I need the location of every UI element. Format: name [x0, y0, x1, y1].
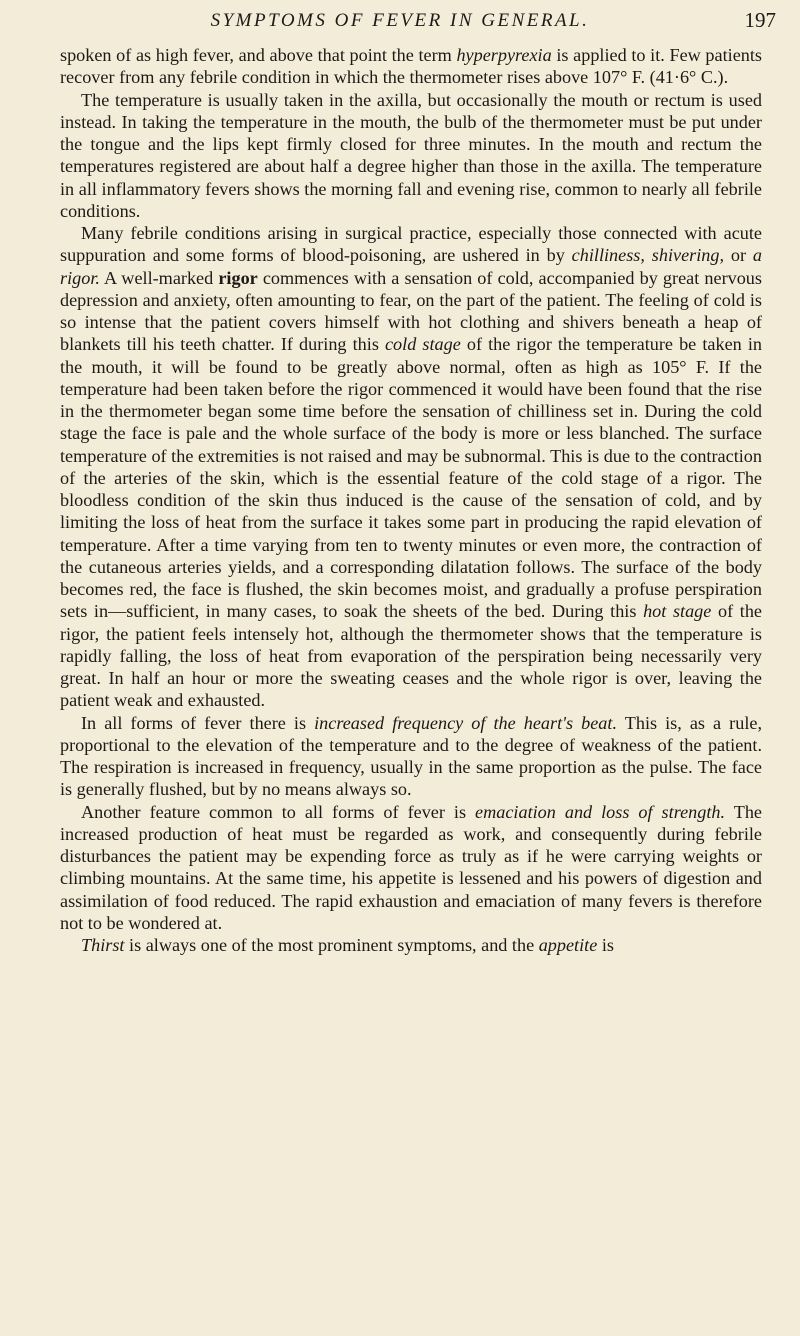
- paragraph-heart-beat: In all forms of fever there is increased frequency of the heart's beat. This is, as a rule, proportional to the elevation of the temperature and to the degree of weakness of the patient. The respiration is increased in frequency, usually in the same proportion as the pulse. The face is generally flushed, but by no means always so.: [60, 712, 762, 800]
- running-title: SYMPTOMS OF FEVER IN GENERAL.: [210, 10, 590, 31]
- page-header: [0, 8, 800, 38]
- paragraph-hyperpyrexia: spoken of as high fever, and above that point the term hyperpyrexia is applied to it. Few patients recover from any febrile condition in which the thermometer rises above 107° F. (41·6° C.).: [60, 45, 762, 88]
- paragraph-thirst: Thirst is always one of the most prominent symptoms, and the appetite is: [81, 935, 614, 955]
- page-number: 197: [744, 8, 776, 32]
- body-text: [60, 44, 762, 956]
- paragraph-emaciation: Another feature common to all forms of fever is emaciation and loss of strength. The increased production of heat must be regarded as work, and consequently during febrile disturbances the patient may be expending force as truly as if he were carrying weights or climbing mountains. At the same time, his appetite is lessened and his powers of digestion and assimilation of food reduced. The rapid exhaustion and emaciation of many fevers is therefore not to be wondered at.: [60, 801, 762, 933]
- paragraph-rigor: Many febrile conditions arising in surgical practice, especially those connected with acute suppuration and some forms of blood-poisoning, are ushered in by chilliness, shivering, or a rigor. A well-marked rigor commences with a sensation of cold, accompanied by great nervous depression and anxiety, often amounting to fear, on the part of the patient. The feeling of cold is so intense that the patient covers himself with hot clothing and shivers beneath a heap of blankets till his teeth chatter. If during this cold stage of the rigor the temperature be taken in the mouth, it will be found to be greatly above normal, often as high as 105° F. If the temperature had been taken before the rigor commenced it would have been found that the rise in the thermometer began some time before the sensation of chilliness set in. During the cold stage the face is pale and the whole surface of the body is more or less blanched. The surface temperature of the extremities is not raised and may be subnormal. This is due to the contraction of the arteries of the skin, which is the essential feature of the cold stage of a rigor. The bloodless condition of the skin thus induced is the cause of the sensation of cold, and by limiting the loss of heat from the surface it takes some part in producing the rapid elevation of temperature. After a time varying from ten to twenty minutes or even more, the contraction of the cutaneous arteries yields, and a corresponding dilatation follows. The surface of the body becomes red, the face is flushed, the skin becomes moist, and gradually a profuse perspiration sets in—sufficient, in many cases, to soak the sheets of the bed. During this hot stage of the rigor, the patient feels intensely hot, although the thermometer shows that the temperature is rapidly falling, the loss of heat from evaporation of the perspiration being necessarily very great. In half an hour or more the sweating ceases and the whole rigor is over, leaving the patient weak and exhausted.: [60, 223, 763, 711]
- paragraph-taking-temperature: The temperature is usually taken in the axilla, but occasionally the mouth or rectum is used instead. In taking the temperature in the mouth, the bulb of the thermometer must be put under the tongue and the lips kept firmly closed for three minutes. In the mouth and rectum the temperatures registered are about half a degree higher than those in the axilla. The temperature in all inflammatory fevers shows the morning fall and evening rise, common to nearly all febrile conditions.: [60, 89, 762, 221]
